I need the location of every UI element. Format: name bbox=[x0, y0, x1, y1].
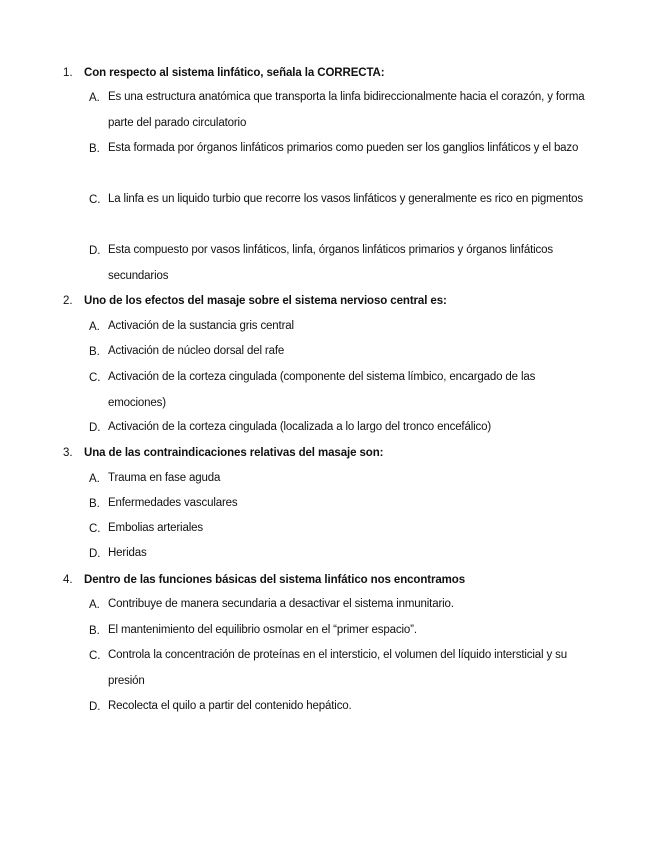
option-text: Embolias arteriales bbox=[108, 522, 203, 534]
option-text: Esta compuesto por vasos linfáticos, linfa, órganos linfáticos primarios y órganos linfáticos secundarios bbox=[108, 244, 553, 282]
question-text: Con respecto al sistema linfático, señala la CORRECTA: bbox=[84, 67, 385, 79]
question-number: 1. bbox=[63, 67, 73, 79]
option-text: La linfa es un liquido turbio que recorre los vasos linfáticos y generalmente es rico en pigmentos bbox=[108, 193, 583, 205]
option-text: Heridas bbox=[108, 547, 147, 559]
question-number: 4. bbox=[63, 574, 73, 586]
option-text: Esta formada por órganos linfáticos primarios como pueden ser los ganglios linfáticos y el bazo bbox=[108, 142, 579, 154]
option-letter: C. bbox=[89, 523, 101, 535]
question-text: Una de las contraindicaciones relativas del masaje son: bbox=[84, 447, 384, 459]
option-letter: C. bbox=[89, 194, 101, 206]
option-text: Controla la concentración de proteínas en el intersticio, el volumen del líquido intersticial y su presión bbox=[108, 649, 567, 687]
option-text: El mantenimiento del equilibrio osmolar en el “primer espacio”. bbox=[108, 624, 417, 636]
option-letter: C. bbox=[89, 650, 101, 662]
question-number: 2. bbox=[63, 295, 73, 307]
option-text: Trauma en fase aguda bbox=[108, 472, 221, 484]
option-letter: D. bbox=[89, 422, 101, 434]
option-letter: A. bbox=[89, 92, 100, 104]
option-letter: B. bbox=[89, 625, 100, 637]
option-text: Activación de la corteza cingulada (localizada a lo largo del tronco encefálico) bbox=[108, 421, 492, 433]
option-letter: D. bbox=[89, 701, 101, 713]
option-letter: B. bbox=[89, 143, 100, 155]
option-letter: B. bbox=[89, 498, 100, 510]
question-text: Dentro de las funciones básicas del sistema linfático nos encontramos bbox=[84, 574, 466, 586]
option-text: Enfermedades vasculares bbox=[108, 497, 238, 509]
question-text: Uno de los efectos del masaje sobre el sistema nervioso central es: bbox=[84, 295, 447, 307]
option-text: Activación de la corteza cingulada (componente del sistema límbico, encargado de las emociones) bbox=[108, 371, 536, 409]
option-letter: A. bbox=[89, 473, 100, 485]
option-text: Activación de la sustancia gris central bbox=[108, 320, 294, 332]
option-text: Recolecta el quilo a partir del contenido hepático. bbox=[108, 700, 352, 712]
option-text: Contribuye de manera secundaria a desactivar el sistema inmunitario. bbox=[108, 598, 454, 610]
option-letter: A. bbox=[89, 599, 100, 611]
question-number: 3. bbox=[63, 447, 73, 459]
option-letter: A. bbox=[89, 321, 100, 333]
option-letter: D. bbox=[89, 245, 101, 257]
option-letter: B. bbox=[89, 346, 100, 358]
option-letter: D. bbox=[89, 548, 101, 560]
option-text: Activación de núcleo dorsal del rafe bbox=[108, 345, 285, 357]
option-letter: C. bbox=[89, 372, 101, 384]
option-text: Es una estructura anatómica que transporta la linfa bidireccionalmente hacia el corazón, y forma parte del parado circulatorio bbox=[108, 91, 585, 129]
